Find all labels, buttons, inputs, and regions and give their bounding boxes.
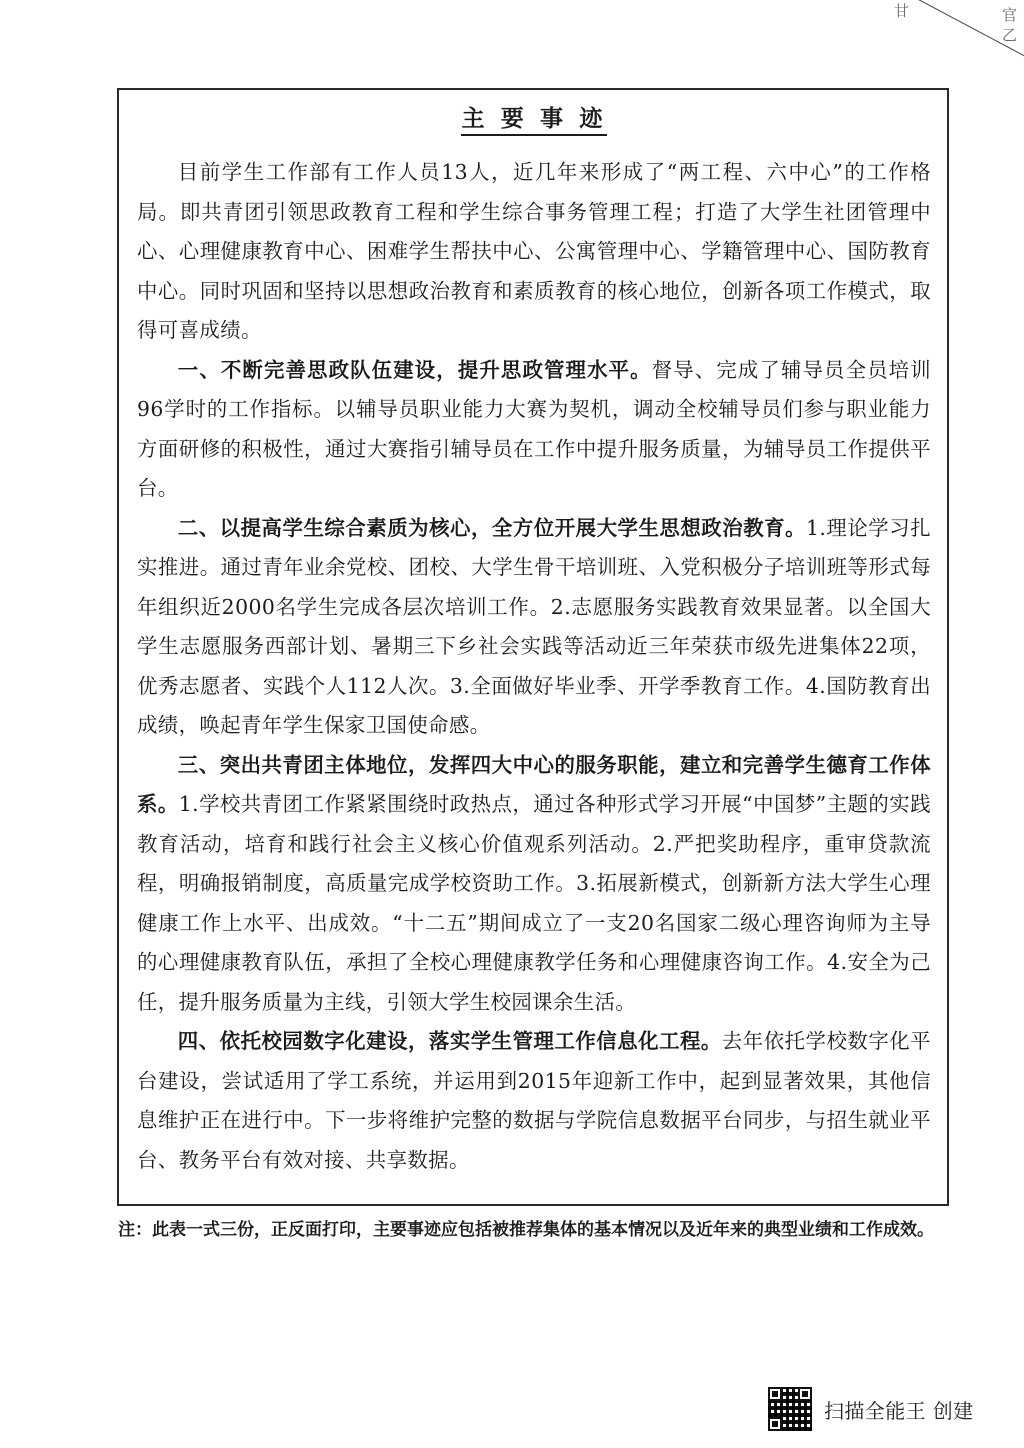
paragraph-section-2: 二、以提高学生综合素质为核心，全方位开展大学生思想政治教育。1.理论学习扎实推进。通过青年业余党校、团校、大学生骨干培训班、入党积极分子培训班等形式每年组织近2000名学生完成各层次培训工作。2.志愿服务实践教育效果显著。以全国大学生志愿服务西部计划、暑期三下乡社会实践等活动近三年荣获市级先进集体22项，优秀志愿者、实践个人112人次。3.全面做好毕业季、开学季教育工作。4.国防教育出成绩，唤起青年学生保家卫国使命感。 [137,515,931,737]
paragraph-section-3: 三、突出共青团主体地位，发挥四大中心的服务职能，建立和完善学生德育工作体系。1.学校共青团工作紧紧围绕时政热点，通过各种形式学习开展“中国梦”主题的实践教育活动，培育和践行社会主义核心价值观系列活动。2.严把奖助程序，重审贷款流程，明确报销制度，高质量完成学校资助工作。3.拓展新模式，创新新方法大学生心理健康工作上水平、出成效。“十二五”期间成立了一支20名国家二级心理咨询师为主导的心理健康教育队伍，承担了全校心理健康教学任务和心理健康咨询工作。4.安全为己任，提升服务质量为主线，引领大学生校园课余生活。 [137,752,931,1014]
section-3-heading: 三、突出共青团主体地位，发挥四大中心的服务职能，建立和完善学生德育工作体系。 [137,752,931,816]
scanner-watermark [768,1388,974,1430]
paragraph-intro: 目前学生工作部有工作人员13人，近几年来形成了“两工程、六中心”的工作格局。即共青团引领思政教育工程和学生综合事务管理工程；打造了大学生社团管理中心、心理健康教育中心、困难学生帮扶中心、公寓管理中心、学籍管理中心、国防教育中心。同时巩固和坚持以思想政治教育和素质教育的核心地位，创新各项工作模式，取得可喜成绩。 [137,160,931,342]
paragraph-section-1: 一、不断完善思政队伍建设，提升思政管理水平。督导、完成了辅导员全员培训96学时的工作指标。以辅导员职业能力大赛为契机，调动全校辅导员们参与职业能力方面研修的积极性，通过大赛指引辅导员在工作中提升服务质量，为辅导员工作提供平台。 [137,357,931,500]
section-4-heading: 四、依托校园数字化建设，落实学生管理工作信息化工程。 [177,1029,722,1053]
section-2-heading: 二、以提高学生综合素质为核心，全方位开展大学生思想政治教育。 [177,515,807,540]
qr-code-icon [768,1387,812,1431]
footnote: 注：此表一式三份，正反面打印，主要事迹应包括被推荐集体的基本情况以及近年来的典型业绩和工作成效。 [118,1220,934,1240]
page-title: 主 要 事 迹 [137,100,931,133]
corner-glyph-b: 官 [1002,6,1018,24]
section-1-heading: 一、不断完善思政队伍建设，提升思政管理水平。 [177,357,652,382]
main-deeds-box [117,88,949,1206]
corner-glyph-c: 乙 [1002,26,1018,44]
corner-glyph-a: 甘 [894,2,910,20]
paragraph-section-4: 四、依托校园数字化建设，落实学生管理工作信息化工程。去年依托学校数字化平台建设，尝试适用了学工系统，并运用到2015年迎新工作中，起到显著效果，其他信息维护正在进行中。下一步将维护完整的数据与学院信息数据平台同步，与招生就业平台、教务平台有效对接、共享数据。 [137,1029,931,1172]
watermark-text: 扫描全能王 创建 [824,1398,974,1423]
fold-line [864,0,1024,93]
